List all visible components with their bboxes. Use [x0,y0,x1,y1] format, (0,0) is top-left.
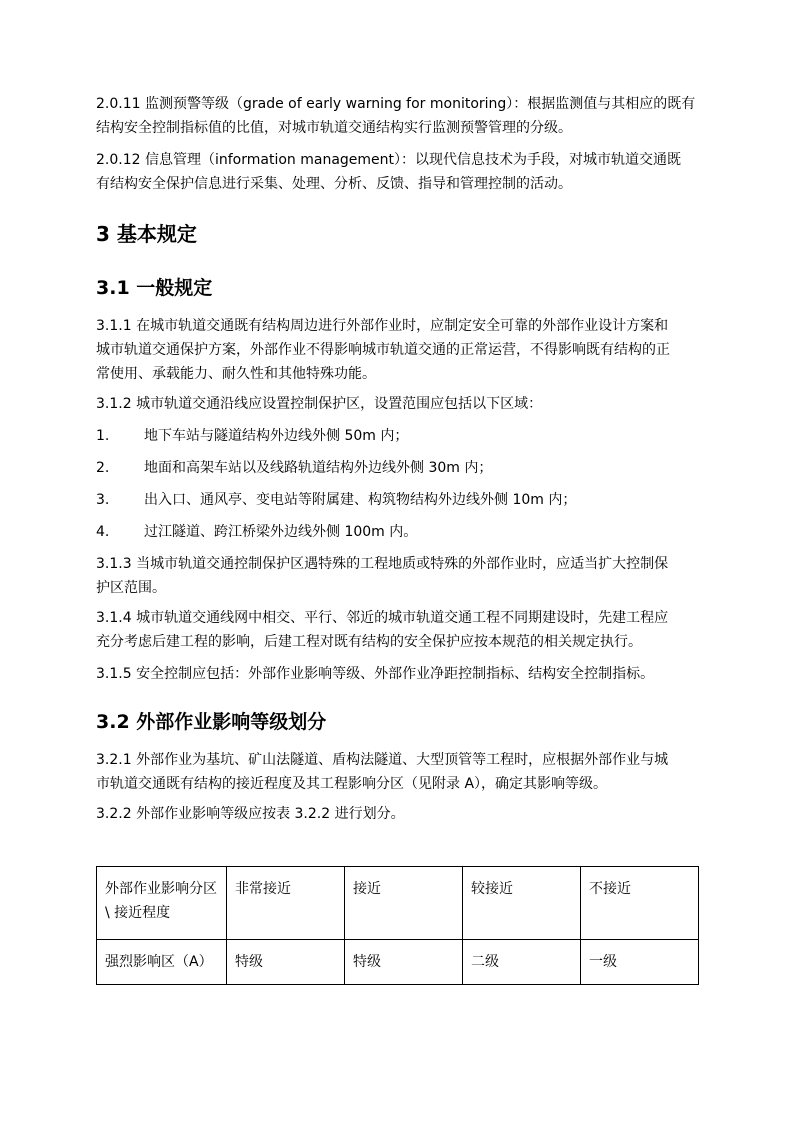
table-header-cell: 外部作业影响分区 \ 接近程度 [97,867,227,940]
clause-3-1-3: 3.1.3 当城市轨道交通控制保护区遇特殊的工程地质或特殊的外部作业时，应适当扩大控制保 护区范围。 [96,556,669,596]
clause-2-0-12: 2.0.12 信息管理（information management）：以现代信息技术为手段，对城市轨道交通既 有结构安全保护信息进行采集、处理、分析、反馈、指导和管理控制的活动。 [96,152,682,192]
list-number: 2. [96,460,110,476]
section-heading-3-2: 3.2 外部作业影响等级划分 [96,711,327,733]
table-row [97,940,699,985]
table-cell: 二级 [463,940,581,985]
table-header-cell: 接近 [345,867,463,940]
table-header-cell: 非常接近 [227,867,345,940]
table-cell: 特级 [345,940,463,985]
table-header-cell: 不接近 [581,867,699,940]
section-heading-3-1: 3.1 一般规定 [96,277,213,299]
clause-3-1-5: 3.1.5 安全控制应包括：外部作业影响等级、外部作业净距控制指标、结构安全控制指标。 [96,666,655,682]
list-number: 4. [96,524,110,540]
clause-2-0-11: 2.0.11 监测预警等级（grade of early warning for monitoring）：根据监测值与其相应的既有 结构安全控制指标值的比值，对城市轨道交通结构实行监测预警管理的分级。 [96,96,696,136]
table-header-row [97,867,699,940]
clause-3-1-4: 3.1.4 城市轨道交通线网中相交、平行、邻近的城市轨道交通工程不同期建设时，先建工程应 充分考虑后建工程的影响，后建工程对既有结构的安全保护应按本规范的相关规定执行。 [96,610,669,650]
list-number: 1. [96,428,110,444]
list-text: 出入口、通风亭、变电站等附属建、构筑物结构外边线外侧 10m 内； [144,492,577,508]
clause-3-1-2: 3.1.2 城市轨道交通沿线应设置控制保护区，设置范围应包括以下区域： [96,396,543,412]
table-cell: 特级 [227,940,345,985]
list-number: 3. [96,492,110,508]
clause-3-1-1: 3.1.1 在城市轨道交通既有结构周边进行外部作业时，应制定安全可靠的外部作业设计方案和 城市轨道交通保护方案，外部作业不得影响城市轨道交通的正常运营，不得影响既有结构的正 常使用、承载能力、耐久性和其他特殊功能。 [96,318,670,382]
table-cell: 强烈影响区（A） [97,940,227,985]
list-text: 地下车站与隧道结构外边线外侧 50m 内； [144,428,409,444]
impact-grade-table [96,866,699,985]
list-text: 地面和高架车站以及线路轨道结构外边线外侧 30m 内； [144,460,493,476]
chapter-heading: 3 基本规定 [96,222,197,246]
table-header-cell: 较接近 [463,867,581,940]
list-text: 过江隧道、跨江桥梁外边线外侧 100m 内。 [144,524,418,540]
clause-3-2-1: 3.2.1 外部作业为基坑、矿山法隧道、盾构法隧道、大型顶管等工程时，应根据外部作业与城 市轨道交通既有结构的接近程度及其工程影响分区（见附录 A），确定其影响等级。 [96,752,669,792]
table-cell: 一级 [581,940,699,985]
clause-3-2-2: 3.2.2 外部作业影响等级应按表 3.2.2 进行划分。 [96,806,405,822]
